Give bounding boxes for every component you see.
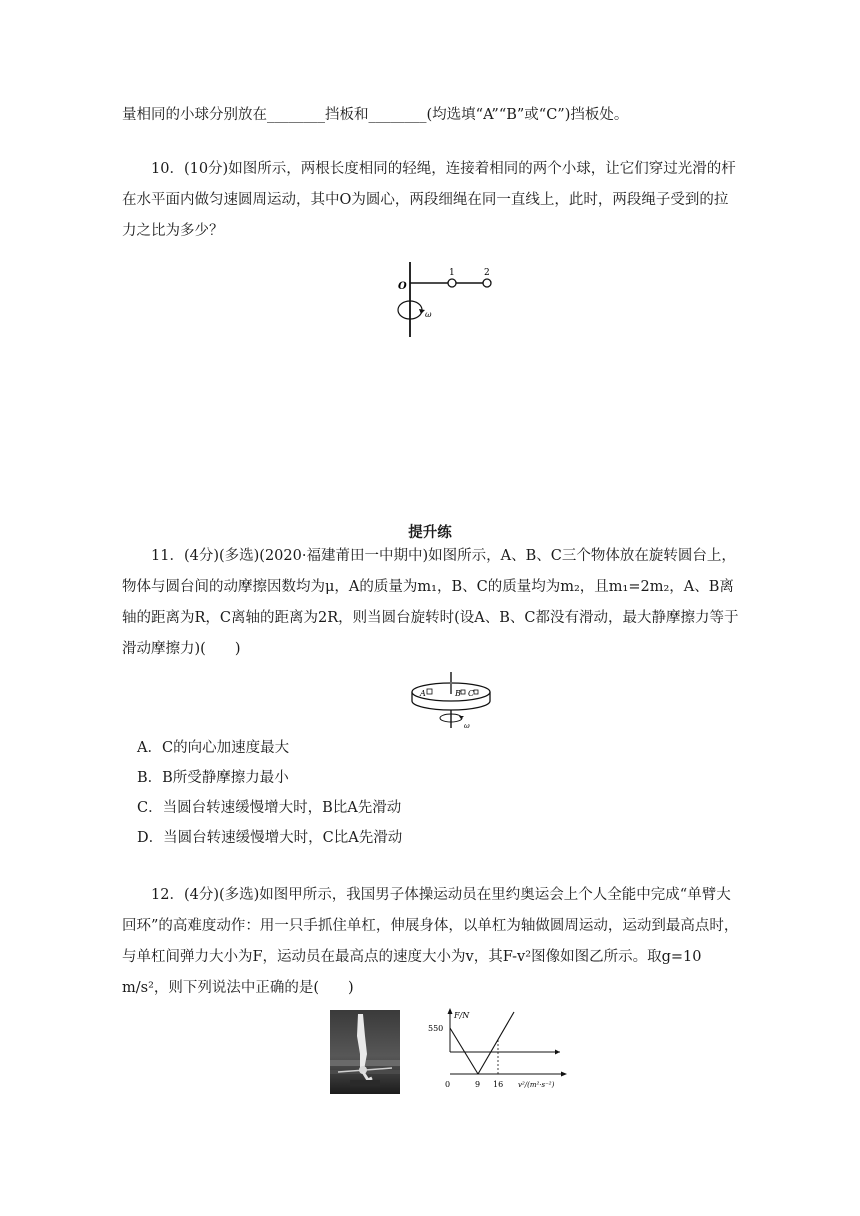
graph-y-label: F/N (454, 1011, 470, 1020)
q10-figure (390, 262, 500, 340)
graph-line-rising (478, 1012, 514, 1074)
q11-option-c: C．当圆台转速缓慢增大时，B比A先滑动 (137, 800, 402, 816)
section-title: 提升练 (408, 525, 452, 541)
q11-option-b: B．B所受静摩擦力最小 (137, 770, 289, 786)
q10-label-2: 2 (484, 268, 490, 278)
q11-text: 11．(4分)(多选)(2020·福建莆田一中期中)如图所示，A、B、C三个物体放在旋转圆台上，物体与圆台间的动摩擦因数均为μ，A的质量为m₁，B、C的质量均为m₂，且m₁=2m₂，A、B离轴的距离为R，C离轴的距离为2R，则当圆台旋转时(设A、B、C都没有滑动，最大静摩擦力等于滑动摩擦力)( ) (122, 548, 739, 657)
q11-figure (406, 672, 496, 730)
graph-line-falling (450, 1028, 478, 1074)
q11-label-c: C (468, 689, 475, 698)
graph-x-tick-9: 9 (475, 1080, 481, 1089)
graph-x-label: v²/(m²·s⁻²) (518, 1081, 555, 1089)
q11-label-b: B (455, 689, 461, 698)
q12-text: 12．(4分)(多选)如图甲所示，我国男子体操运动员在里约奥运会上个人全能中完成“单臂大回环”的高难度动作：用一只手抓住单杠，伸展身体，以单杠为轴做圆周运动，运动到最高点时，与单杠间弹力大小为F，运动员在最高点的速度大小为v，其F-v²图像如图乙所示。取g=10 m/s²，则下列说法中正确的是( ) (122, 887, 739, 996)
gymnast-photo (330, 1010, 400, 1094)
graph-x-tick-16: 16 (493, 1080, 504, 1089)
q11-label-omega: ω (464, 722, 470, 730)
graph-y-tick-550: 550 (428, 1024, 444, 1033)
q10-label-omega: ω (425, 310, 432, 319)
q9-tail-text: 量相同的小球分别放在________挡板和________(均选填“A”“B”或“C”)挡板处。 (122, 107, 629, 123)
q10-label-o: O (398, 281, 407, 292)
q10-text: 10．(10分)如图所示，两根长度相同的轻绳，连接着相同的两个小球，让它们穿过光滑的杆在水平面内做匀速圆周运动，其中O为圆心，两段细绳在同一直线上，此时，两段绳子受到的拉力之比为多少？ (122, 161, 736, 239)
graph-origin: 0 (445, 1080, 451, 1089)
q10-label-1: 1 (449, 268, 455, 278)
q11-label-a: A (420, 689, 426, 698)
q11-option-d: D．当圆台转速缓慢增大时，C比A先滑动 (137, 830, 403, 846)
q11-option-a: A．C的向心加速度最大 (137, 740, 290, 756)
f-v2-graph (420, 1004, 570, 1096)
